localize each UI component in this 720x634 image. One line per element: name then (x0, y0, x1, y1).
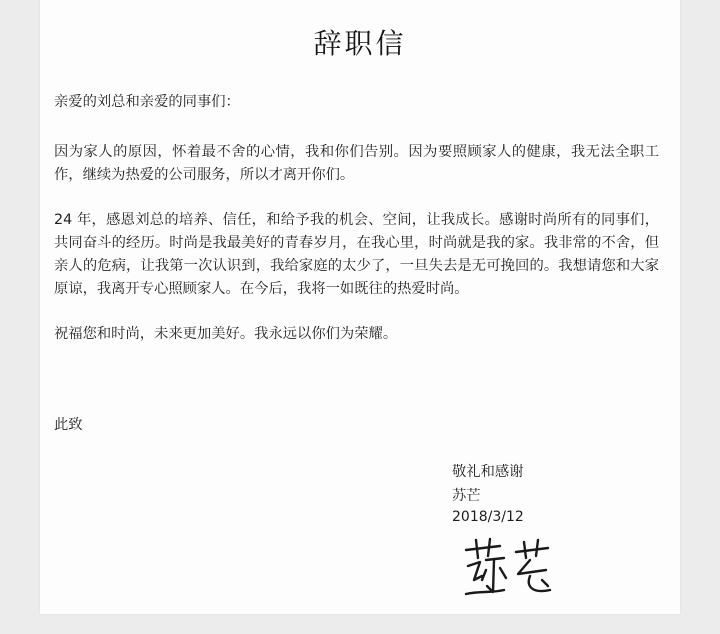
paragraph-gratitude: 24 年，感恩刘总的培养、信任，和给予我的机会、空间，让我成长。感谢时尚所有的同事们，共同奋斗的经历。时尚是我最美好的青春岁月，在我心里，时尚就是我的家。我非常的不舍，但亲人的危病，让我第一次认识到，我给家庭的太少了，一旦失去是无可挽回的。我想请您和大家原谅，我离开专心照顾家人。在今后，我将一如既往的热爱时尚。 (54, 212, 659, 297)
paragraph-blessing: 祝福您和时尚，未来更加美好。我永远以你们为荣耀。 (54, 326, 398, 342)
letter-date: 2018/3/12 (452, 509, 524, 525)
regards-line: 敬礼和感谢 (452, 464, 524, 480)
signer-name: 苏芒 (452, 488, 481, 504)
handwritten-signature (460, 536, 556, 602)
greeting: 亲爱的刘总和亲爱的同事们： (54, 94, 240, 110)
paragraph-reason: 因为家人的原因，怀着最不舍的心情，我和你们告别。因为要照顾家人的健康，我无法全职工作，继续为热爱的公司服务，所以才离开你们。 (54, 144, 659, 183)
closing-salutation: 此致 (54, 417, 83, 433)
letter-page (40, 0, 680, 614)
letter-title: 辞职信 (313, 27, 407, 60)
